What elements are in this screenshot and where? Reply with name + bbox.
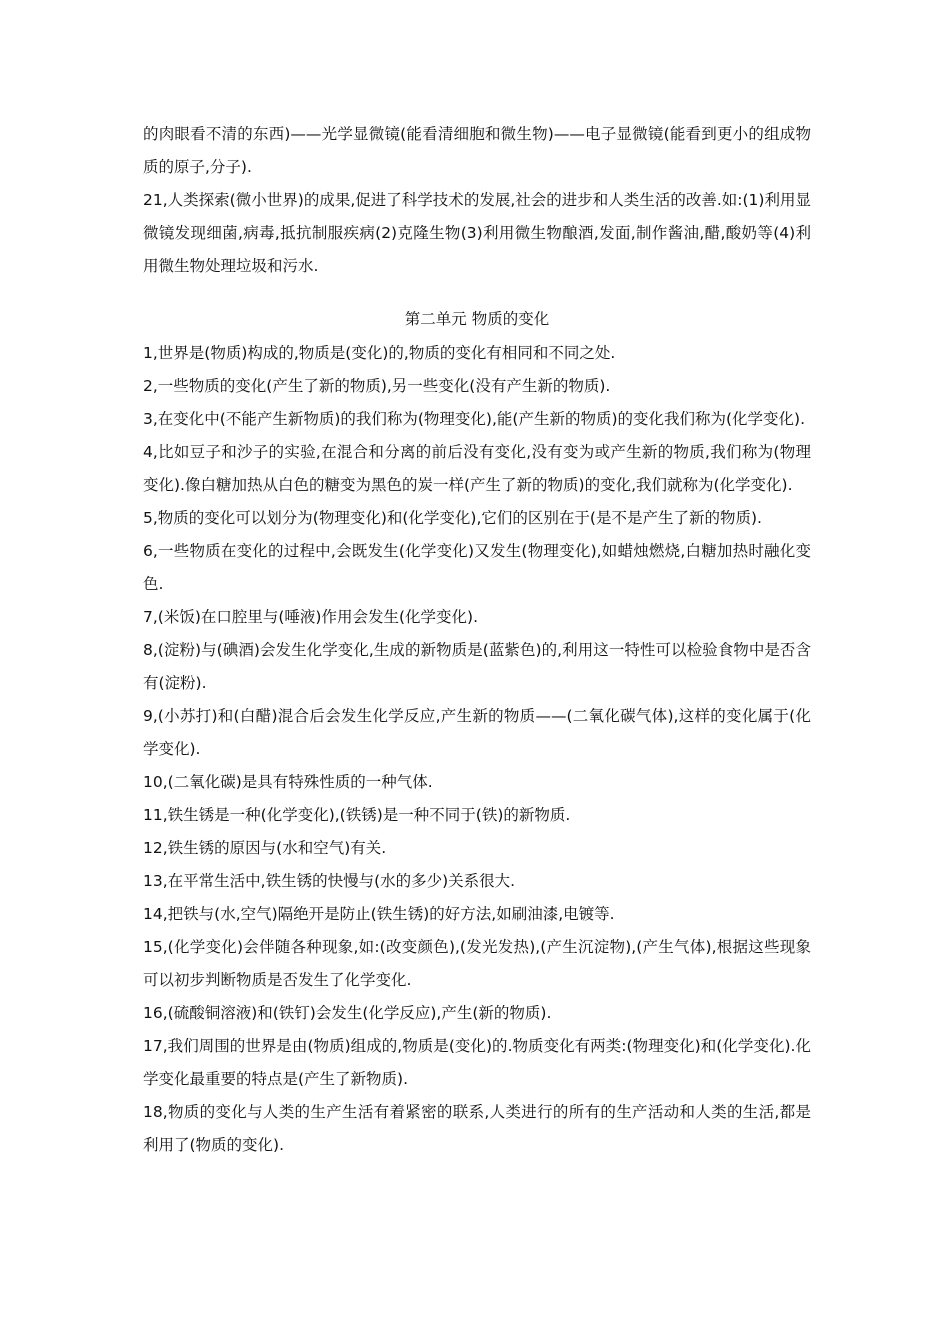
section-title: 第二单元 物质的变化 xyxy=(404,310,550,328)
list-item-18: 18,物质的变化与人类的生产生活有着紧密的联系,人类进行的所有的生产活动和人类的生活,都是利用了(物质的变化). xyxy=(143,1103,811,1154)
list-item-14: 14,把铁与(水,空气)隔绝开是防止(铁生锈)的好方法,如刷油漆,电镀等. xyxy=(143,905,615,923)
list-item-12: 12,铁生锈的原因与(水和空气)有关. xyxy=(143,839,387,857)
list-item-16: 16,(硫酸铜溶液)和(铁钉)会发生(化学反应),产生(新的物质). xyxy=(143,1004,552,1022)
intro-paragraph-continuation: 的肉眼看不清的东西)——光学显微镜(能看清细胞和微生物)——电子显微镜(能看到更小的组成物质的原子,分子). xyxy=(143,125,811,176)
intro-paragraph-21: 21,人类探索(微小世界)的成果,促进了科学技术的发展,社会的进步和人类生活的改善.如:(1)利用显微镜发现细菌,病毒,抵抗制服疾病(2)克隆生物(3)利用微生物酿酒,发面,制作酱油,醋,酸奶等(4)利用微生物处理垃圾和污水. xyxy=(143,191,811,275)
list-item-9: 9,(小苏打)和(白醋)混合后会发生化学反应,产生新的物质——(二氧化碳气体),这样的变化属于(化学变化). xyxy=(143,707,811,758)
list-item-13: 13,在平常生活中,铁生锈的快慢与(水的多少)关系很大. xyxy=(143,872,516,890)
list-item-11: 11,铁生锈是一种(化学变化),(铁锈)是一种不同于(铁)的新物质. xyxy=(143,806,571,824)
list-item-3: 3,在变化中(不能产生新物质)的我们称为(物理变化),能(产生新的物质)的变化我们称为(化学变化). xyxy=(143,410,806,428)
list-item-10: 10,(二氧化碳)是具有特殊性质的一种气体. xyxy=(143,773,433,791)
list-item-2: 2,一些物质的变化(产生了新的物质),另一些变化(没有产生新的物质). xyxy=(143,377,611,395)
list-item-7: 7,(米饭)在口腔里与(唾液)作用会发生(化学变化). xyxy=(143,608,478,626)
list-item-15: 15,(化学变化)会伴随各种现象,如:(改变颜色),(发光发热),(产生沉淀物),(产生气体),根据这些现象可以初步判断物质是否发生了化学变化. xyxy=(143,938,811,989)
list-item-8: 8,(淀粉)与(碘酒)会发生化学变化,生成的新物质是(蓝紫色)的,利用这一特性可以检验食物中是否含有(淀粉). xyxy=(143,641,811,692)
list-item-4: 4,比如豆子和沙子的实验,在混合和分离的前后没有变化,没有变为或产生新的物质,我们称为(物理变化).像白糖加热从白色的糖变为黑色的炭一样(产生了新的物质)的变化,我们就称为(化学变化). xyxy=(143,443,811,494)
list-item-17: 17,我们周围的世界是由(物质)组成的,物质是(变化)的.物质变化有两类:(物理变化)和(化学变化).化学变化最重要的特点是(产生了新物质). xyxy=(143,1037,811,1088)
list-item-6: 6,一些物质在变化的过程中,会既发生(化学变化)又发生(物理变化),如蜡烛燃烧,白糖加热时融化变色. xyxy=(143,542,811,593)
list-item-1: 1,世界是(物质)构成的,物质是(变化)的,物质的变化有相同和不同之处. xyxy=(143,344,616,362)
document-page xyxy=(143,118,811,1162)
list-item-5: 5,物质的变化可以划分为(物理变化)和(化学变化),它们的区别在于(是不是产生了新的物质). xyxy=(143,509,762,527)
